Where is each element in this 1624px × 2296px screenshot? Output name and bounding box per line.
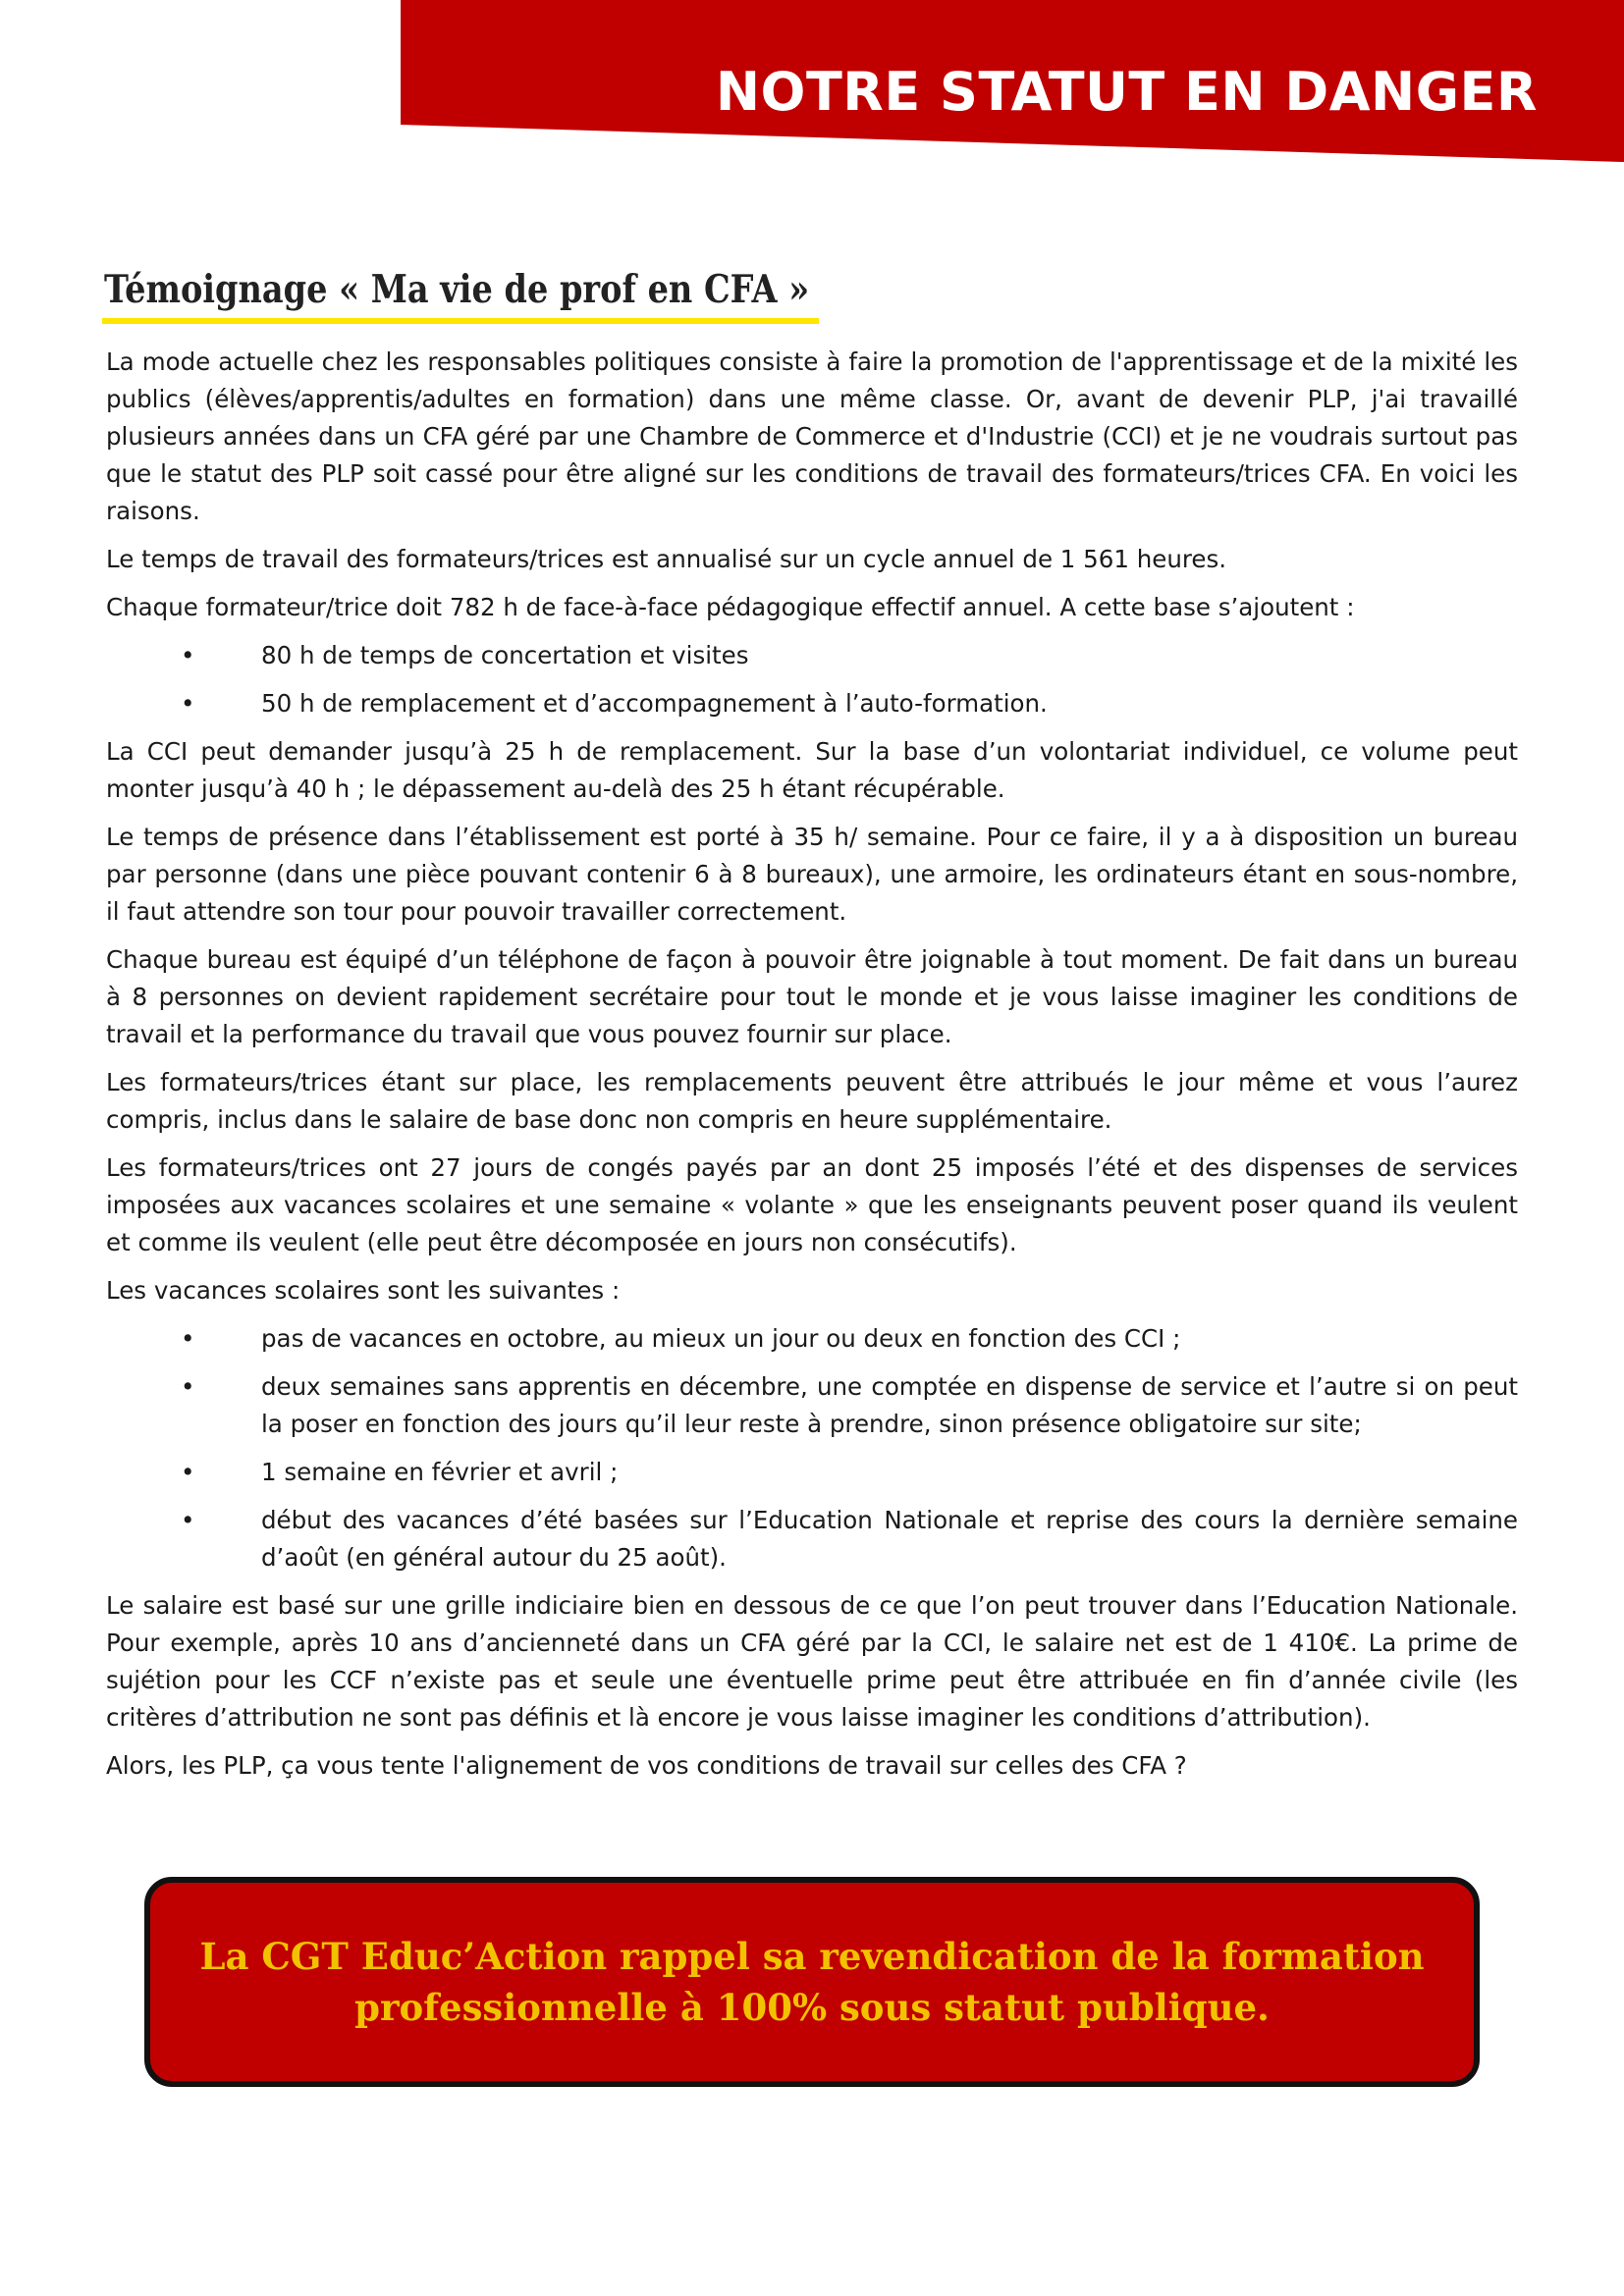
paragraph: Le temps de présence dans l’établissement est porté à 35 h/ semaine. Pour ce faire, il y a à disposition un bureau par personne (dans une pièce pouvant contenir 6 à 8 bureaux), une armoire, les ordinateurs étant en sous-nombre, il faut attendre son tour pour pouvoir travailler correctement. [106, 823, 1518, 926]
list-item-text: 50 h de remplacement et d’accompagnement à l’auto-formation. [261, 689, 1048, 718]
banner-title: NOTRE STATUT EN DANGER [715, 61, 1538, 123]
list-item [106, 685, 1518, 722]
paragraph: Chaque formateur/trice doit 782 h de face-à-face pédagogique effectif annuel. A cette base s’ajoutent : [106, 593, 1355, 621]
heading-underline [102, 318, 819, 324]
list-item-text: deux semaines sans apprentis en décembre, une comptée en dispense de service et l’autre si on peut la poser en fonction des jours qu’il leur reste à prendre, sinon présence obligatoire sur site; [261, 1372, 1518, 1438]
paragraph: Les formateurs/trices étant sur place, les remplacements peuvent être attribués le jour même et vous l’aurez compris, inclus dans le salaire de base donc non compris en heure supplémentaire. [106, 1068, 1518, 1134]
list-item-text: début des vacances d’été basées sur l’Education Nationale et reprise des cours la dernière semaine d’août (en général autour du 25 août). [261, 1506, 1518, 1572]
list-item [106, 637, 1518, 674]
list-item-text: 80 h de temps de concertation et visites [261, 641, 749, 669]
callout-text: La CGT Educ’Action rappel sa revendication de la formation professionnelle à 100% sous statut publique. [199, 1935, 1425, 2029]
bullet-icon: • [181, 1506, 195, 1534]
list-item [106, 1320, 1518, 1358]
paragraph: Alors, les PLP, ça vous tente l'alignement de vos conditions de travail sur celles des CFA ? [106, 1751, 1187, 1780]
paragraph: La mode actuelle chez les responsables politiques consiste à faire la promotion de l'apprentissage et de la mixité les publics (élèves/apprentis/adultes en formation) dans une même classe. Or, avant de devenir PLP, j'ai travaillé plusieurs années dans un CFA géré par une Chambre de Commerce et d'Industrie (CCI) et je ne voudrais surtout pas que le statut des PLP soit cassé pour être aligné sur les conditions de travail des formateurs/trices CFA. En voici les raisons. [106, 347, 1518, 525]
bullet-list [106, 637, 1518, 722]
page-title: Témoignage « Ma vie de prof en CFA » [104, 267, 810, 312]
list-item [106, 1502, 1518, 1576]
callout-box [144, 1877, 1480, 2087]
list-item-text: pas de vacances en octobre, au mieux un jour ou deux en fonction des CCI ; [261, 1324, 1181, 1353]
list-item-text: 1 semaine en février et avril ; [261, 1458, 619, 1486]
paragraph: Les formateurs/trices ont 27 jours de congés payés par an dont 25 imposés l’été et des dispenses de services imposées aux vacances scolaires et une semaine « volante » que les enseignants peuvent poser quand ils veulent et comme ils veulent (elle peut être décomposée en jours non consécutifs). [106, 1153, 1518, 1256]
list-item [106, 1454, 1518, 1491]
bullet-list [106, 1320, 1518, 1576]
section-heading [102, 263, 819, 324]
paragraph: Les vacances scolaires sont les suivantes : [106, 1276, 621, 1305]
paragraph: Le salaire est basé sur une grille indiciaire bien en dessous de ce que l’on peut trouver dans l’Education Nationale. Pour exemple, après 10 ans d’ancienneté dans un CFA géré par la CCI, le salaire net est de 1 410€. La prime de sujétion pour les CCF n’existe pas et seule une éventuelle prime peut être attribuée en fin d’année civile (les critères d’attribution ne sont pas définis et là encore je vous laisse imaginer les conditions d’attribution). [106, 1591, 1518, 1732]
bullet-icon: • [181, 641, 195, 669]
article-body [106, 344, 1518, 1795]
paragraph: Le temps de travail des formateurs/trices est annualisé sur un cycle annuel de 1 561 heures. [106, 545, 1227, 573]
list-item [106, 1368, 1518, 1443]
bullet-icon: • [181, 1324, 195, 1353]
paragraph: La CCI peut demander jusqu’à 25 h de remplacement. Sur la base d’un volontariat individuel, ce volume peut monter jusqu’à 40 h ; le dépassement au-delà des 25 h étant récupérable. [106, 737, 1518, 803]
bullet-icon: • [181, 689, 195, 718]
paragraph: Chaque bureau est équipé d’un téléphone de façon à pouvoir être joignable à tout moment. De fait dans un bureau à 8 personnes on devient rapidement secrétaire pour tout le monde et je vous laisse imaginer les conditions de travail et la performance du travail que vous pouvez fournir sur place. [106, 945, 1518, 1048]
bullet-icon: • [181, 1458, 195, 1486]
bullet-icon: • [181, 1372, 195, 1401]
